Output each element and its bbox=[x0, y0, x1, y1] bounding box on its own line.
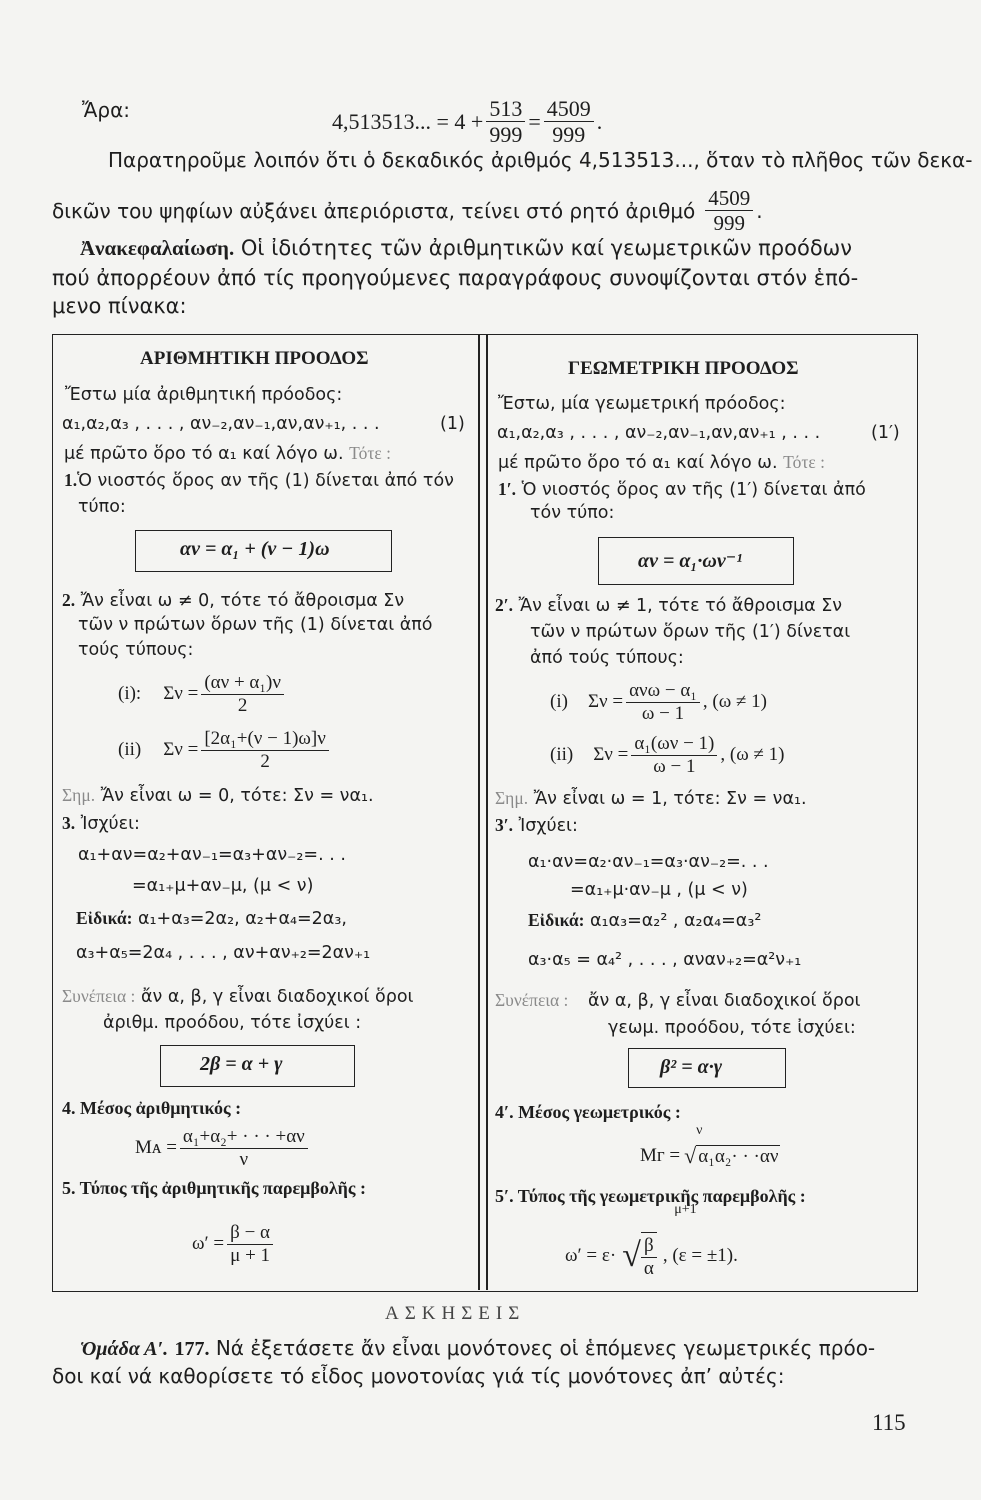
right-sequence: α₁,α₂,α₃ , . . . , αν₋₂,αν₋₁,αν,αν₊₁ , . . . bbox=[497, 423, 821, 443]
left-item-3-eq1: α₁+αν=α₂+αν₋₁=α₃+αν₋₂=. . . bbox=[78, 845, 346, 865]
left-line-1: Ἔστω μία ἀριθμητική πρόοδος: bbox=[65, 385, 343, 405]
right-line-1: Ἔστω, μία γεωμετρική πρόοδος: bbox=[498, 394, 786, 414]
left-item-1b: τύπο: bbox=[78, 497, 126, 517]
left-item-4: 4. Μέσος ἀριθμητικός : bbox=[62, 1098, 242, 1118]
right-special: Εἰδικά: α₁α₃=α₂² , α₂α₄=α₃² bbox=[528, 910, 762, 931]
left-special-2: α₃+α₅=2α₄ , . . . , αν+αν₊₂=2αν₊₁ bbox=[76, 943, 371, 963]
exercise-line-2: δοι καί νά καθορίσετε τό εἶδος μονοτονίας γιά τίς μονότονες ἀπ’ αὐτές: bbox=[52, 1364, 785, 1388]
right-special-2: α₃·α₅ = α₄² , . . . , αναν₊₂=α²ν₊₁ bbox=[528, 950, 802, 970]
left-sum-formula-i: (i): Σν = $\frac{\text{(αν + α₁)ν}}{2}$ bbox=[118, 672, 287, 717]
page-number: 115 bbox=[872, 1410, 906, 1435]
right-item-2: 2′. Ἄν εἶναι ω ≠ 1, τότε τό ἄθροισμα Σν bbox=[495, 595, 843, 616]
left-consequence-2: ἀριθμ. προόδου, τότε ἰσχύει : bbox=[103, 1013, 362, 1033]
right-mean-formula: Mᴦ = ν √ α₁α₂· · ·αν bbox=[640, 1123, 779, 1168]
fraction-513-999: $\frac{513}{999}$ bbox=[486, 96, 525, 148]
intro-line-3: δικῶν του ψηφίων αὐξάνει ἀπεριόριστα, τείνει στό ρητό ἀριθμό $\frac{4509}{999}$ . bbox=[52, 186, 763, 236]
left-sequence: α₁,α₂,α₃ , . . . , αν₋₂,αν₋₁,αν,αν₊₁, . . . bbox=[62, 414, 380, 434]
right-sum-formula-ii: (ii) Σν = $\frac{\text{α₁(ων − 1)}}{\omega - 1}$ , (ω ≠ 1) bbox=[550, 733, 785, 777]
left-formula-nth-term: αν = α₁ + (ν − 1)ω bbox=[180, 538, 330, 560]
left-special: Εἰδικά: α₁+α₃=2α₂, α₂+α₄=2α₃, bbox=[76, 908, 347, 929]
fraction-4509-999-b: $\frac{4509}{999}$ bbox=[705, 186, 753, 235]
right-item-5: 5′. Τύπος τῆς γεωμετρικῆς παρεμβολῆς : bbox=[495, 1186, 806, 1206]
left-sum-formula-ii: (ii) Σν = $\frac{\text{[2α₁+(ν − 1)ω]ν}}{2}$ bbox=[118, 728, 332, 773]
right-item-2b: τῶν ν πρώτων ὅρων τῆς (1′) δίνεται bbox=[530, 622, 851, 642]
right-item-3-eq2: =α₁₊μ·αν₋μ , (μ < ν) bbox=[570, 880, 748, 900]
recap-line-2: πού ἀπορρέουν ἀπό τίς προηγούμενες παραγράφους συνοψίζονται στόν ἑπό- bbox=[52, 266, 859, 290]
right-item-4: 4′. Μέσος γεωμετρικός : bbox=[495, 1102, 681, 1122]
right-line-3: μέ πρῶτο ὅρο τό α₁ καί λόγο ω. Τότε : bbox=[498, 452, 825, 473]
right-item-1b: τόν τύπο: bbox=[530, 503, 615, 523]
table-divider-left bbox=[478, 334, 480, 1290]
decimal-equation: 4,513513... = 4 + $\frac{513}{999}$ = $\frac{4509}{999}$ . bbox=[332, 96, 603, 148]
right-formula-nth-term: αν = α₁·ων⁻¹ bbox=[638, 550, 743, 572]
equals-sign: = bbox=[528, 108, 541, 134]
left-formula-mean-rule: 2β = α + γ bbox=[200, 1053, 283, 1075]
exercise-line-1: Ὁμάδα Α′. 177. Νά ἐξετάσετε ἄν εἶναι μονότονες οἱ ἑπόμενες γεωμετρικές πρόο- bbox=[80, 1336, 876, 1360]
exercises-heading: ΑΣΚΗΣΕΙΣ bbox=[385, 1303, 526, 1324]
ara-label: Ἄρα: bbox=[82, 98, 130, 122]
left-item-2c: τούς τύπους: bbox=[78, 640, 194, 660]
left-line-3: μέ πρῶτο ὅρο τό α₁ καί λόγο ω. Τότε : bbox=[64, 443, 391, 464]
left-item-2b: τῶν ν πρώτων ὅρων τῆς (1) δίνεται ἀπό bbox=[78, 615, 433, 635]
right-formula-mean-rule: β² = α·γ bbox=[660, 1056, 723, 1078]
intro-line-2: Παρατηροῦμε λοιπόν ὅτι ὁ δεκαδικός ἀριθμός 4,513513..., ὅταν τὸ πλῆθος τῶν δεκα- bbox=[108, 148, 973, 172]
right-item-3: 3′. Ἰσχύει: bbox=[495, 815, 578, 836]
fraction-4509-999: $\frac{4509}{999}$ bbox=[544, 96, 594, 148]
right-consequence-2: γεωμ. προόδου, τότε ἰσχύει: bbox=[608, 1018, 856, 1038]
left-note: Σημ. Ἄν εἶναι ω = 0, τότε: Σν = να₁. bbox=[62, 785, 374, 806]
right-sum-formula-i: (i) Σν = $\frac{\text{ανω − α₁}}{\omega - 1}$ , (ω ≠ 1) bbox=[550, 680, 768, 724]
equation-lhs: 4,513513... = 4 + bbox=[332, 108, 484, 134]
right-item-1: 1′. Ὁ νιοστός ὅρος αν τῆς (1′) δίνεται ἀπό bbox=[498, 479, 866, 500]
left-item-5: 5. Τύπος τῆς ἀριθμητικῆς παρεμβολῆς : bbox=[62, 1178, 366, 1198]
right-item-2c: ἀπό τούς τύπους: bbox=[530, 648, 684, 668]
right-note: Σημ. Ἄν εἶναι ω = 1, τότε: Σν = να₁. bbox=[495, 788, 807, 809]
right-sequence-tag: (1′) bbox=[871, 423, 900, 443]
root-sign-mean: ν √ α₁α₂· · ·αν bbox=[684, 1123, 779, 1168]
left-consequence: Συνέπεια : ἄν α, β, γ εἶναι διαδοχικοί ὅροι bbox=[62, 986, 414, 1007]
right-item-3-eq1: α₁·αν=α₂·αν₋₁=α₃·αν₋₂=. . . bbox=[528, 852, 769, 872]
root-sign-interp: μ+1 √ $\frac{\beta}{\alpha}$ bbox=[622, 1202, 697, 1279]
left-item-3: 3. Ἰσχύει: bbox=[62, 813, 140, 834]
arithmetic-title: ΑΡΙΘΜΗΤΙΚΗ ΠΡΟΟΔΟΣ bbox=[140, 348, 369, 369]
recap-heading: Ἀνακεφαλαίωση. bbox=[80, 236, 235, 260]
geometric-title: ΓΕΩΜΕΤΡΙΚΗ ΠΡΟΟΔΟΣ bbox=[568, 358, 799, 379]
recap-line-3: μενο πίνακα: bbox=[52, 294, 187, 318]
left-mean-formula: Mᴀ = $\frac{\text{α₁+α₂+ · · · +αν}}{\nu}$ bbox=[135, 1126, 311, 1171]
left-interpolation-formula: ω′ = $\frac{\beta - \alpha}{\mu + 1}$ bbox=[192, 1222, 276, 1267]
left-item-3-eq2: =α₁₊μ+αν₋μ, (μ < ν) bbox=[132, 876, 314, 896]
left-item-1: 1.Ὁ νιοστός ὅρος αν τῆς (1) δίνεται ἀπό τόν bbox=[64, 470, 454, 491]
left-sequence-tag: (1) bbox=[440, 414, 465, 434]
table-divider-right bbox=[486, 334, 488, 1290]
recap-line-1: Ἀνακεφαλαίωση. Οἱ ἰδιότητες τῶν ἀριθμητικῶν καί γεωμετρικῶν προόδων bbox=[80, 236, 852, 260]
right-interpolation-formula: ω′ = ε· μ+1 √ $\frac{\beta}{\alpha}$ , (ε = ±1). bbox=[565, 1202, 738, 1279]
right-consequence: Συνέπεια : ἄν α, β, γ εἶναι διαδοχικοί ὅροι bbox=[495, 990, 861, 1011]
left-item-2: 2. Ἄν εἶναι ω ≠ 0, τότε τό ἄθροισμα Σν bbox=[62, 590, 405, 611]
